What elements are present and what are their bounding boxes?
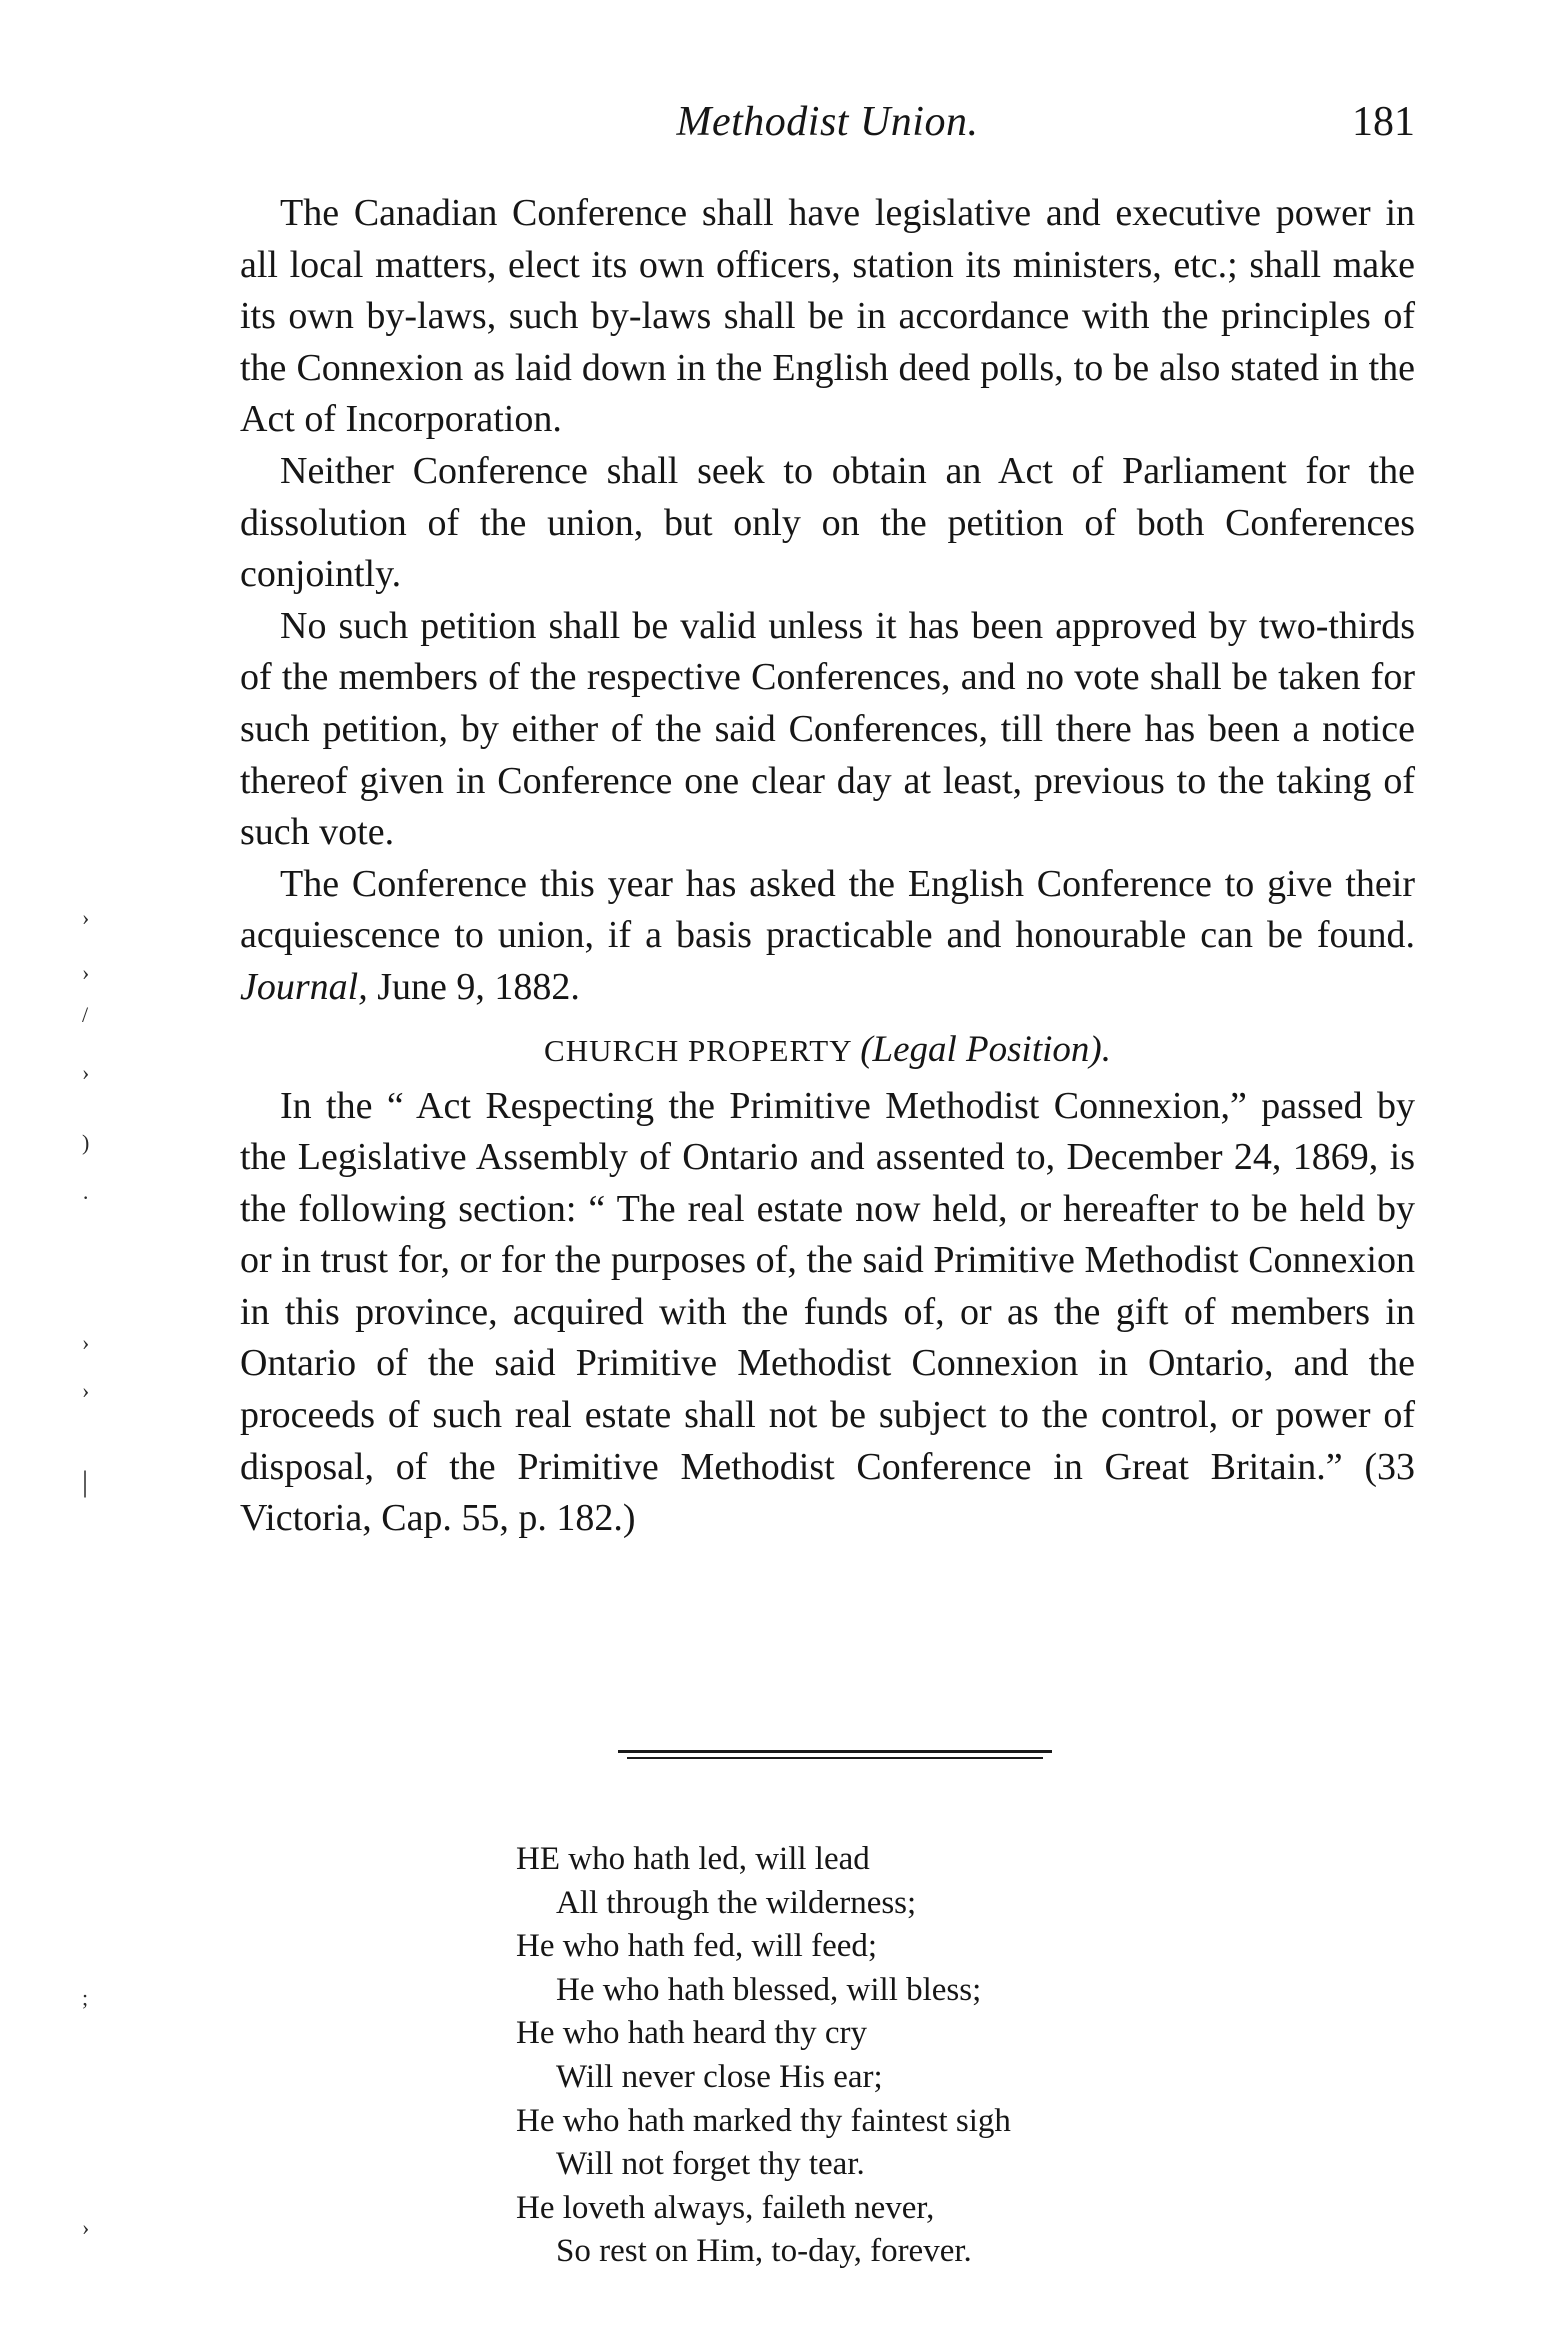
margin-mark: ; [82, 1985, 89, 2010]
section-divider [618, 1750, 1052, 1763]
margin-mark: / [82, 1002, 89, 1027]
body-text [240, 188, 1415, 1545]
margin-mark: › [82, 1330, 90, 1355]
paragraph-acquiescence-text: The Conference this year has asked the English Conference to give their acquiescence to union, if a basis practicable and honourable can be found. [240, 862, 1415, 957]
poem-line: He who hath fed, will feed; [516, 1928, 878, 1965]
poem-line: All through the wilderness; [556, 1884, 917, 1921]
page-number: 181 [1352, 99, 1415, 145]
poem-line: HE who hath led, will lead [516, 1841, 870, 1877]
paragraph-dissolution: Neither Conference shall seek to obtain an Act of Parliament for the dissolution of the union, but only on the petition of both Conferences conjointly. [240, 449, 1415, 596]
poem-line: He who hath blessed, will bless; [556, 1971, 982, 2008]
margin-mark: › [82, 1378, 90, 1403]
margin-mark: ) [82, 1130, 90, 1155]
page-header [240, 98, 1415, 158]
journal-date: June 9, 1882. [367, 965, 580, 1008]
poem [516, 1838, 1216, 2274]
divider-rule-thin [627, 1757, 1044, 1759]
poem-line: Will never close His ear; [556, 2058, 883, 2095]
divider-rule-thick [618, 1750, 1052, 1753]
poem-line: Will not forget thy tear. [556, 2146, 865, 2183]
section-heading-caps: CHURCH PROPERTY [544, 1032, 861, 1068]
poem-line: He loveth always, faileth never, [516, 2189, 935, 2226]
margin-mark: › [82, 2215, 90, 2240]
poem-line: So rest on Him, to-day, forever. [556, 2233, 972, 2270]
paragraph-petition: No such petition shall be valid unless it has been approved by two-thirds of the members of the respective Conferences, and no vote shall be taken for such petition, by either of the said Conferences, till there has been a notice thereof given in Conference one clear day at least, previous to the taking of such vote. [240, 604, 1415, 854]
paragraph-church-property: In the “ Act Respecting the Primitive Methodist Connexion,” passed by the Legislative Assembly of Ontario and assented to, December 24, 1869, is the following section: “ The real estate now held, or hereafter to be held by or in trust for, or for the purposes of, the said Primitive Methodist Connexion in this province, acquired with the funds of, or as the gift of members in Ontario of the said Primitive Methodist Connexion in Ontario, and the proceeds of such real estate shall not be subject to the control, or power of disposal, of the Primitive Methodist Conference in Great Britain.” (33 Victoria, Cap. 55, p. 182.) [240, 1084, 1415, 1540]
margin-mark: › [82, 905, 90, 930]
journal-citation: Journal, [240, 965, 368, 1008]
running-head: Methodist Union. [676, 99, 979, 145]
section-heading-italic: (Legal Position). [860, 1028, 1111, 1070]
margin-mark: · [82, 1185, 90, 1210]
margin-mark: › [82, 1060, 90, 1085]
margin-mark: › [82, 960, 90, 985]
margin-mark: | [82, 1465, 89, 1498]
poem-line: He who hath heard thy cry [516, 2015, 867, 2052]
poem-line: He who hath marked thy faintest sigh [516, 2102, 1011, 2139]
section-heading [240, 1024, 1415, 1077]
paragraph-canadian-conference: The Canadian Conference shall have legislative and executive power in all local matters, elect its own officers, station its ministers, etc.; shall make its own by-laws, such by-laws shall be in accordance with the principles of the Connexion as laid down in the English deed polls, to be also stated in the Act of Incorporation. [240, 192, 1415, 441]
paragraph-acquiescence [240, 859, 1415, 1014]
